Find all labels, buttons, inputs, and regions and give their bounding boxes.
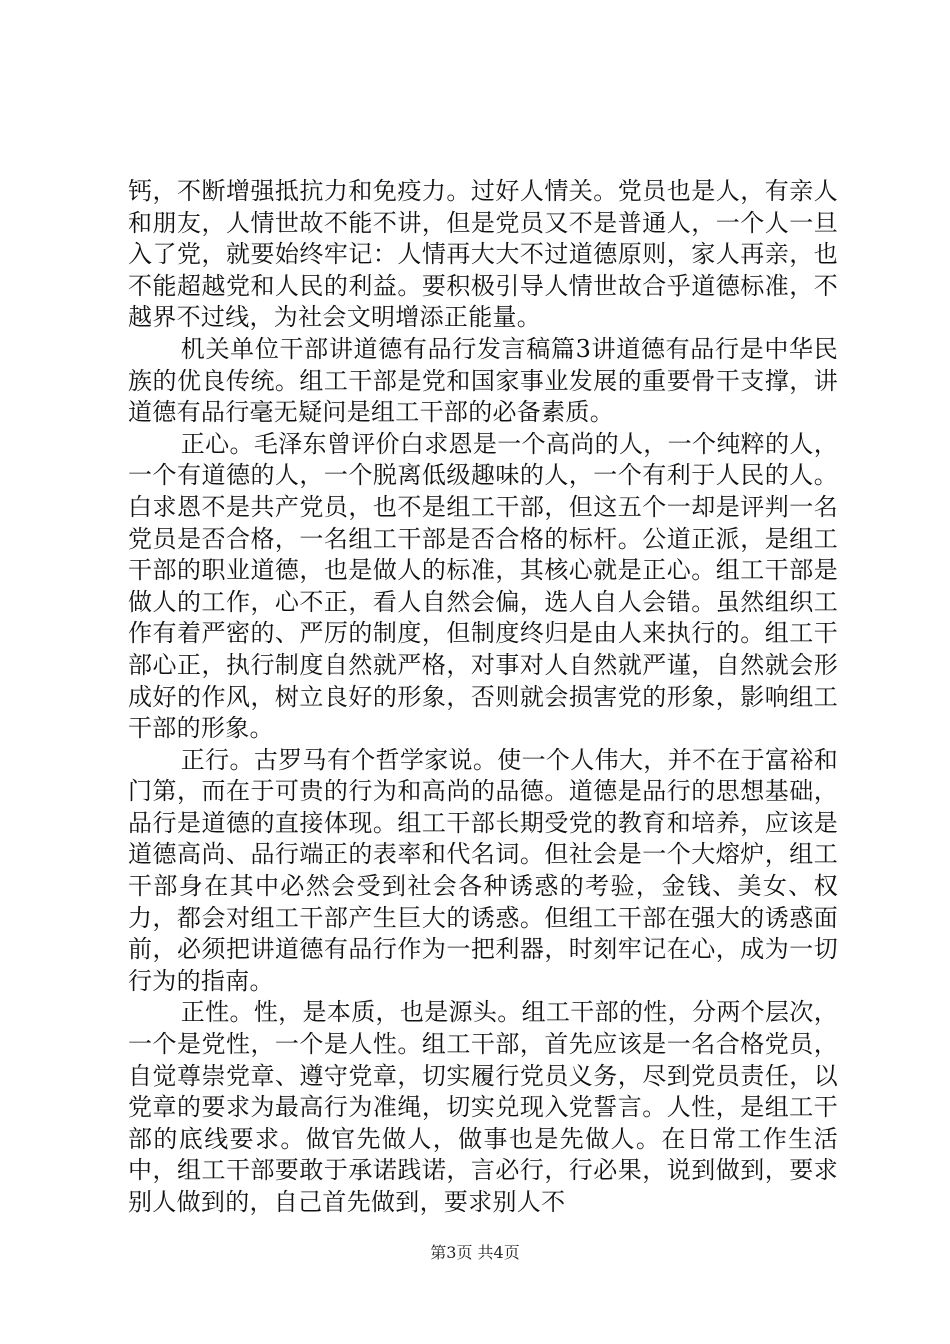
page-footer [0, 1243, 950, 1263]
document-body [128, 176, 838, 1219]
paragraph-5: 正性。性，是本质，也是源头。组工干部的性，分两个层次，一个是党性，一个是人性。组工干部，首先应该是一名合格党员，自觉尊崇党章、遵守党章，切实履行党员义务，尽到党员责任，以党章的要求为最高行为准绳，切实兑现入党誓言。人性，是组工干部的底线要求。做官先做人，做事也是先做人。在日常工作生活中，组工干部要敢于承诺践诺，言必行，行必果，说到做到，要求别人做到的，自己首先做到，要求别人不 [128, 998, 838, 1216]
paragraph-3: 正心。毛泽东曾评价白求恩是一个高尚的人，一个纯粹的人，一个有道德的人，一个脱离低级趣味的人，一个有利于人民的人。白求恩不是共产党员，也不是组工干部，但这五个一却是评判一名党员是否合格，一名组工干部是否合格的标杆。公道正派，是组工干部的职业道德，也是做人的标准，其核心就是正心。组工干部是做人的工作，心不正，看人自然会偏，选人自人会错。虽然组织工作有着严密的、严厉的制度，但制度终归是由人来执行的。组工干部心正，执行制度自然就严格，对事对人自然就严谨，自然就会形成好的作风，树立良好的形象，否则就会损害党的形象，影响组工干部的形象。 [128, 429, 838, 743]
paragraph-2: 机关单位干部讲道德有品行发言稿篇3讲道德有品行是中华民族的优良传统。组工干部是党和国家事业发展的重要骨干支撑，讲道德有品行毫无疑问是组工干部的必备素质。 [128, 334, 838, 427]
paragraph-4: 正行。古罗马有个哲学家说。使一个人伟大，并不在于富裕和门第，而在于可贵的行为和高尚的品德。道德是品行的思想基础，品行是道德的直接体现。组工干部长期受党的教育和培养，应该是道德高尚、品行端正的表率和代名词。但社会是一个大熔炉，组工干部身在其中必然会受到社会各种诱惑的考验，金钱、美女、权力，都会对组工干部产生巨大的诱惑。但组工干部在强大的诱惑面前，必须把讲道德有品行作为一把利器，时刻牢记在心，成为一切行为的指南。 [128, 745, 838, 995]
paragraph-1: 钙，不断增强抵抗力和免疫力。过好人情关。党员也是人，有亲人和朋友，人情世故不能不讲，但是党员又不是普通人，一个人一旦入了党，就要始终牢记：人情再大大不过道德原则，家人再亲，也不能超越党和人民的利益。要积极引导人情世故合乎道德标准，不越界不过线，为社会文明增添正能量。 [128, 177, 838, 332]
page-number-label: 第3页 共4页 [430, 1243, 520, 1262]
